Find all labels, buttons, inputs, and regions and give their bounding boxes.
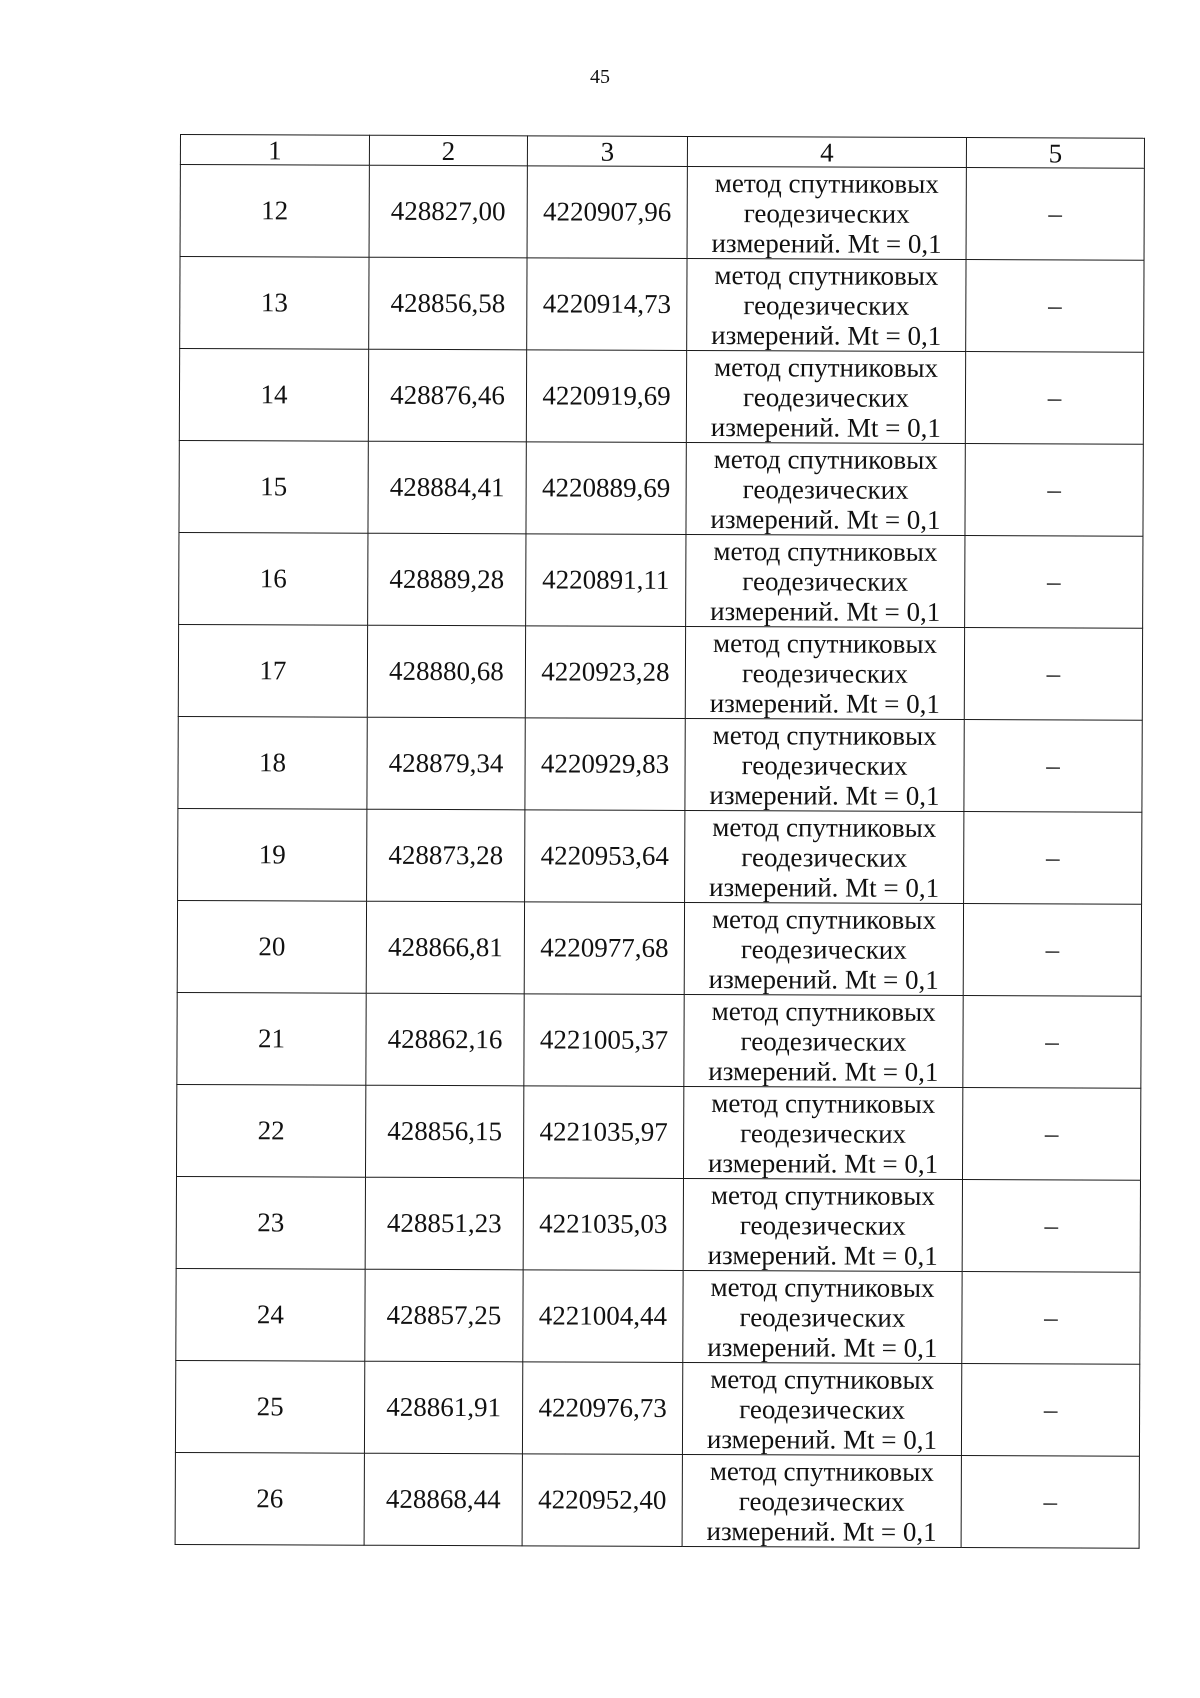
method-line: геодезических bbox=[743, 289, 910, 321]
coordinate-y-cell: 4220891,11 bbox=[526, 534, 686, 627]
method-line: измерений. Mt = 0,1 bbox=[707, 1147, 939, 1179]
column-header-1: 1 bbox=[180, 135, 369, 166]
method-line: геодезических bbox=[741, 749, 908, 781]
method-cell bbox=[683, 1270, 962, 1363]
method-line: метод спутниковых bbox=[711, 995, 936, 1027]
coordinate-x-cell: 428889,28 bbox=[368, 533, 526, 626]
point-number-cell: 13 bbox=[180, 257, 369, 350]
table-body bbox=[175, 165, 1144, 1549]
point-number-cell: 15 bbox=[179, 440, 368, 533]
method-line: геодезических bbox=[742, 473, 909, 505]
method-line: метод спутниковых bbox=[713, 535, 938, 567]
coordinate-x-cell: 428876,46 bbox=[368, 349, 526, 442]
method-line: измерений. Mt = 0,1 bbox=[708, 871, 940, 903]
table-row bbox=[176, 1084, 1140, 1180]
coordinate-y-cell: 4220976,73 bbox=[522, 1362, 682, 1455]
method-line: геодезических bbox=[740, 1025, 907, 1057]
note-cell: – bbox=[961, 1456, 1139, 1549]
table-row bbox=[177, 900, 1141, 996]
method-line: метод спутниковых bbox=[714, 351, 939, 383]
coordinate-y-cell: 4220953,64 bbox=[525, 810, 685, 903]
table-row bbox=[180, 165, 1144, 261]
method-cell bbox=[685, 626, 964, 719]
coordinate-x-cell: 428827,00 bbox=[369, 165, 527, 258]
method-line: измерений. Mt = 0,1 bbox=[710, 503, 941, 535]
method-line: измерений. Mt = 0,1 bbox=[706, 1515, 937, 1547]
note-cell: – bbox=[963, 996, 1141, 1089]
coordinates-table bbox=[175, 134, 1145, 1549]
note-cell: – bbox=[966, 260, 1144, 353]
method-cell bbox=[686, 442, 965, 535]
column-header-4: 4 bbox=[687, 136, 966, 167]
method-line: метод спутниковых bbox=[714, 259, 939, 291]
note-cell: – bbox=[964, 720, 1142, 813]
method-cell bbox=[683, 1086, 962, 1179]
method-line: метод спутниковых bbox=[710, 1179, 935, 1211]
method-line: метод спутниковых bbox=[712, 811, 937, 843]
point-number-cell: 19 bbox=[178, 808, 367, 901]
method-line: измерений. Mt = 0,1 bbox=[711, 227, 942, 259]
method-line: геодезических bbox=[738, 1485, 905, 1517]
method-cell bbox=[686, 350, 965, 443]
coordinate-y-cell: 4220929,83 bbox=[525, 718, 685, 811]
method-line: измерений. Mt = 0,1 bbox=[706, 1423, 938, 1455]
column-header-5: 5 bbox=[966, 138, 1144, 169]
coordinate-y-cell: 4221035,03 bbox=[523, 1178, 683, 1271]
method-line: геодезических bbox=[739, 1393, 906, 1425]
method-line: метод спутниковых bbox=[711, 903, 937, 935]
coordinate-y-cell: 4221035,97 bbox=[523, 1086, 683, 1179]
method-line: метод спутниковых bbox=[709, 1455, 934, 1487]
coordinate-x-cell: 428862,16 bbox=[366, 993, 524, 1086]
coordinate-x-cell: 428880,68 bbox=[367, 625, 525, 718]
table-row bbox=[178, 808, 1142, 904]
method-line: метод спутниковых bbox=[713, 443, 938, 475]
coordinate-y-cell: 4221005,37 bbox=[524, 994, 684, 1087]
note-cell: – bbox=[964, 628, 1142, 721]
coordinate-y-cell: 4220952,40 bbox=[522, 1454, 682, 1547]
column-header-2: 2 bbox=[369, 135, 527, 166]
note-cell: – bbox=[962, 1180, 1140, 1273]
table-row bbox=[180, 257, 1144, 353]
coordinate-y-cell: 4220914,73 bbox=[527, 258, 687, 351]
coordinate-y-cell: 4220977,68 bbox=[524, 902, 684, 995]
method-line: метод спутниковых bbox=[712, 627, 938, 659]
method-line: геодезических bbox=[742, 565, 909, 597]
method-line: метод спутниковых bbox=[710, 1363, 935, 1395]
point-number-cell: 26 bbox=[175, 1452, 364, 1545]
note-cell: – bbox=[964, 812, 1142, 905]
coordinate-y-cell: 4220923,28 bbox=[525, 626, 685, 719]
method-line: измерений. Mt = 0,1 bbox=[710, 411, 941, 443]
note-cell: – bbox=[961, 1364, 1139, 1457]
coordinate-y-cell: 4220889,69 bbox=[526, 442, 686, 535]
point-number-cell: 23 bbox=[176, 1176, 365, 1269]
coordinate-x-cell: 428884,41 bbox=[368, 441, 526, 534]
method-line: метод спутниковых bbox=[710, 1271, 935, 1303]
table-row bbox=[179, 349, 1143, 445]
method-cell bbox=[682, 1454, 961, 1547]
coordinate-x-cell: 428857,25 bbox=[365, 1269, 523, 1362]
method-cell bbox=[682, 1362, 961, 1455]
point-number-cell: 21 bbox=[177, 992, 366, 1085]
method-line: измерений. Mt = 0,1 bbox=[711, 319, 942, 351]
method-line: геодезических bbox=[739, 1209, 906, 1241]
table-row bbox=[175, 1360, 1139, 1456]
header-row bbox=[180, 135, 1144, 169]
method-line: геодезических bbox=[741, 657, 908, 689]
coordinate-y-cell: 4220907,96 bbox=[527, 166, 687, 259]
coordinate-x-cell: 428856,15 bbox=[365, 1085, 523, 1178]
table-row bbox=[178, 624, 1142, 720]
point-number-cell: 12 bbox=[180, 165, 369, 258]
coordinate-x-cell: 428851,23 bbox=[365, 1177, 523, 1270]
note-cell: – bbox=[963, 904, 1141, 997]
method-line: измерений. Mt = 0,1 bbox=[707, 1239, 938, 1271]
table-row bbox=[175, 1452, 1139, 1548]
method-line: измерений. Mt = 0,1 bbox=[708, 963, 939, 995]
method-cell bbox=[687, 166, 966, 259]
method-line: метод спутниковых bbox=[712, 719, 937, 751]
point-number-cell: 24 bbox=[176, 1268, 365, 1361]
method-cell bbox=[684, 902, 963, 995]
table-row bbox=[179, 532, 1143, 628]
note-cell: – bbox=[965, 536, 1143, 629]
point-number-cell: 20 bbox=[177, 900, 366, 993]
method-line: геодезических bbox=[741, 841, 908, 873]
point-number-cell: 22 bbox=[176, 1084, 365, 1177]
method-cell bbox=[687, 258, 966, 351]
method-line: измерений. Mt = 0,1 bbox=[709, 779, 940, 811]
note-cell: – bbox=[965, 444, 1143, 537]
method-line: измерений. Mt = 0,1 bbox=[708, 1055, 939, 1087]
note-cell: – bbox=[966, 168, 1144, 261]
coordinate-x-cell: 428879,34 bbox=[367, 717, 525, 810]
method-line: измерений. Mt = 0,1 bbox=[709, 687, 940, 719]
point-number-cell: 14 bbox=[179, 349, 368, 442]
page-number: 45 bbox=[590, 66, 610, 88]
method-cell bbox=[684, 994, 963, 1087]
coordinate-x-cell: 428868,44 bbox=[364, 1453, 522, 1546]
note-cell: – bbox=[965, 352, 1143, 445]
coordinate-x-cell: 428861,91 bbox=[364, 1361, 522, 1454]
method-line: геодезических bbox=[742, 381, 909, 413]
method-line: геодезических bbox=[739, 1301, 906, 1333]
column-header-3: 3 bbox=[527, 136, 687, 167]
coordinate-x-cell: 428866,81 bbox=[366, 901, 524, 994]
table-row bbox=[177, 992, 1141, 1088]
coordinate-y-cell: 4220919,69 bbox=[526, 350, 686, 443]
note-cell: – bbox=[962, 1088, 1140, 1181]
point-number-cell: 16 bbox=[179, 532, 368, 625]
method-line: геодезических bbox=[740, 1117, 907, 1149]
point-number-cell: 18 bbox=[178, 716, 367, 809]
method-line: геодезических bbox=[743, 197, 910, 229]
method-line: метод спутниковых bbox=[711, 1087, 936, 1119]
point-number-cell: 17 bbox=[178, 624, 367, 717]
method-cell bbox=[685, 718, 964, 811]
point-number-cell: 25 bbox=[175, 1360, 364, 1453]
table-row bbox=[178, 716, 1142, 812]
method-line: измерений. Mt = 0,1 bbox=[710, 595, 941, 627]
coordinate-x-cell: 428856,58 bbox=[369, 257, 527, 350]
note-cell: – bbox=[962, 1272, 1140, 1365]
coordinate-x-cell: 428873,28 bbox=[367, 809, 525, 902]
method-line: геодезических bbox=[740, 933, 907, 965]
method-cell bbox=[685, 810, 964, 903]
coordinate-y-cell: 4221004,44 bbox=[523, 1270, 683, 1363]
table-row bbox=[176, 1176, 1140, 1272]
method-cell bbox=[686, 534, 965, 627]
method-line: метод спутниковых bbox=[714, 167, 939, 199]
table-row bbox=[179, 440, 1143, 536]
method-cell bbox=[683, 1178, 962, 1271]
table-row bbox=[176, 1268, 1140, 1364]
method-line: измерений. Mt = 0,1 bbox=[707, 1331, 938, 1363]
